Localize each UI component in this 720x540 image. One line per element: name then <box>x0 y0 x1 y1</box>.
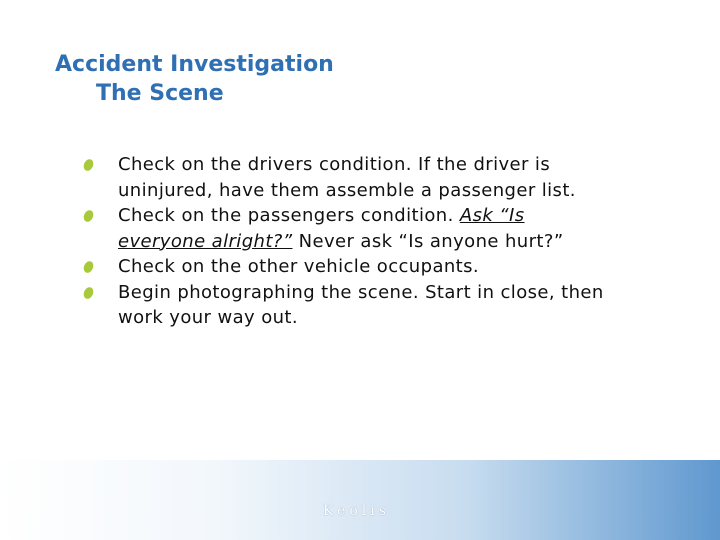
bullet-text-pre: Check on the passengers condition. <box>118 205 460 226</box>
bullet-item <box>84 203 604 254</box>
bullet-item <box>84 152 604 203</box>
keolis-logo: Keolis <box>323 503 390 519</box>
bullet-text: Check on the drivers condition. If the driver is uninjured, have them assemble a passenger list. <box>118 154 576 201</box>
slide-title-line-2: The Scene <box>96 81 224 106</box>
slide-title <box>55 50 334 108</box>
bullet-text: Check on the other vehicle occupants. <box>118 256 480 277</box>
footer-gradient-band <box>0 460 720 540</box>
bullet-list <box>84 152 604 331</box>
leaf-bullet-icon <box>82 260 95 275</box>
leaf-bullet-icon <box>82 285 95 300</box>
bullet-item <box>84 280 604 331</box>
leaf-bullet-icon <box>82 209 95 224</box>
leaf-bullet-icon <box>82 158 95 173</box>
bullet-text-post: Never ask “Is anyone hurt?” <box>292 230 564 252</box>
slide-title-line-1: Accident Investigation <box>55 52 334 77</box>
bullet-text: Begin photographing the scene. Start in close, then work your way out. <box>118 281 604 328</box>
bullet-item <box>84 254 604 280</box>
bullet-text-emphasis: Ask “Is everyone alright?” <box>118 205 525 252</box>
